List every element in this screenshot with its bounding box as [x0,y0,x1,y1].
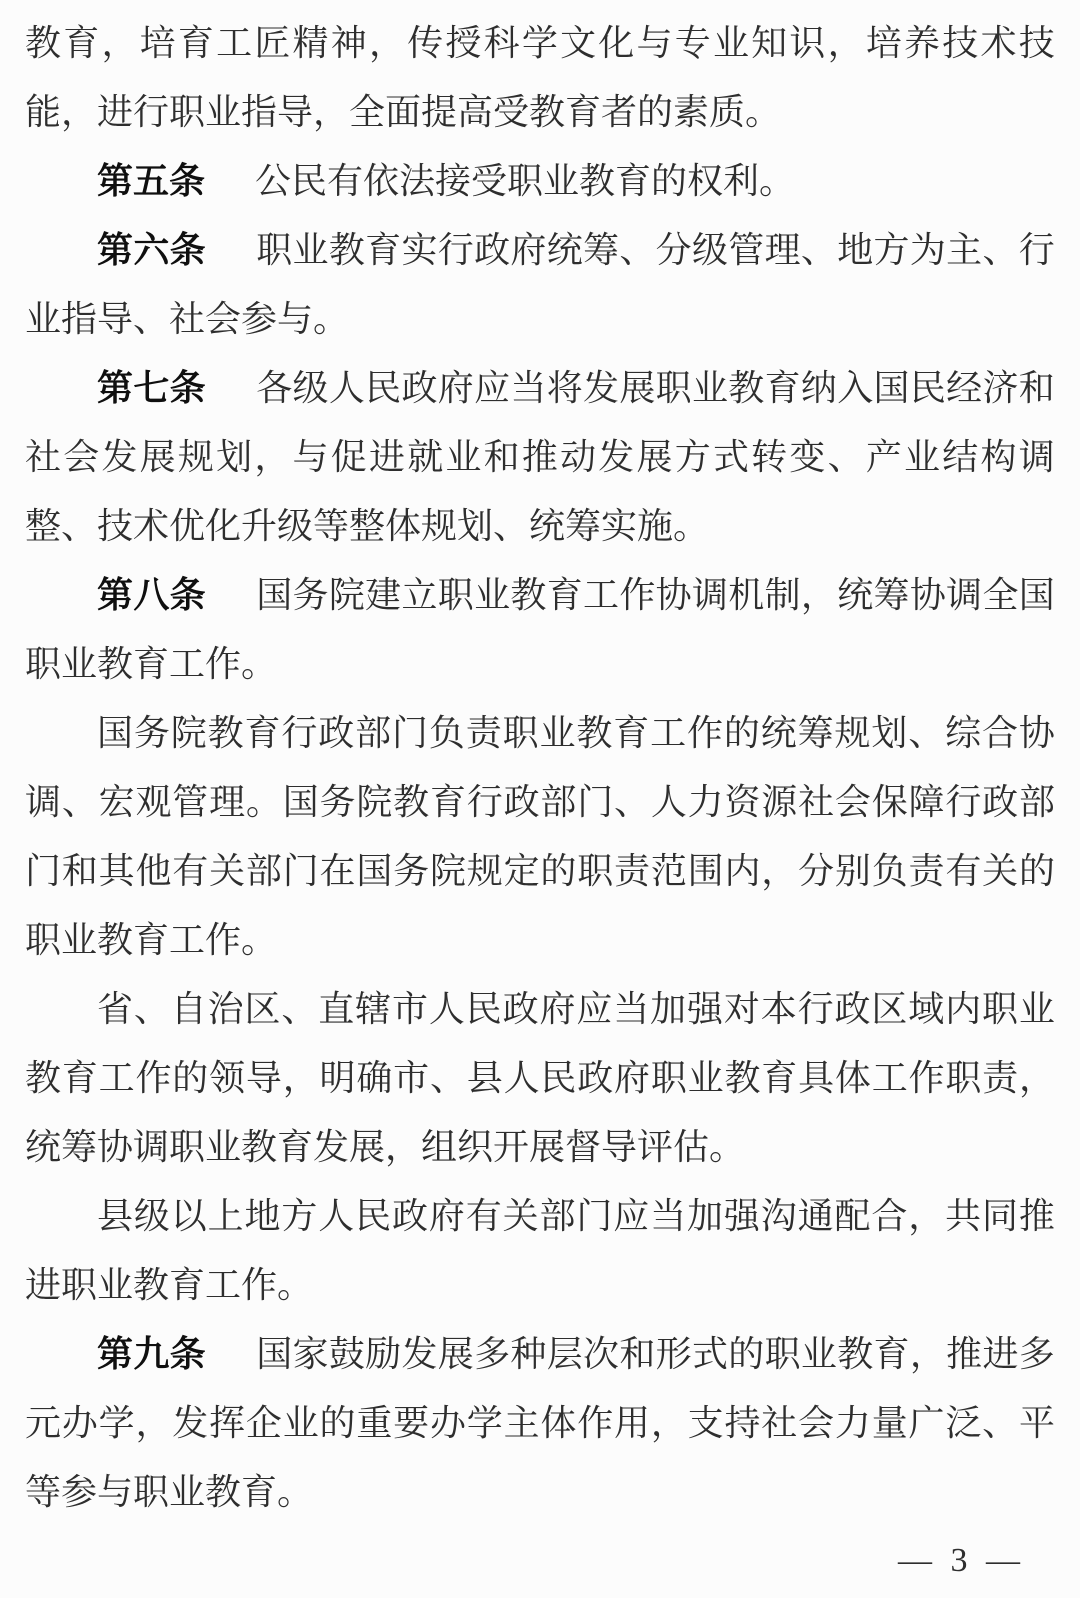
text-line [25,627,1055,696]
line-text: 能，进行职业指导，全面提高受教育者的素质。 [25,92,782,132]
article-number: 九 [133,1333,170,1374]
article-number: 条 [169,574,206,615]
line-text: 统筹协调职业教育发展，组织开展督导评估。 [25,1127,746,1167]
line-text: 职业教育工作。 [25,644,278,684]
text-line: 县 级 以 上 地 方 人 民 政 府 有 关 部 门 应 当 加 强 沟 通 配 合 ， 共 同 推 [97,1196,1055,1236]
page-number: — 3 — [898,1542,1025,1579]
article-number: 第 [97,574,134,615]
text-line: 元 办 学 ， 发 挥 企 业 的 重 要 办 学 主 体 作 用 ， 支 持 社 会 力 量 广 泛 、 平 [25,1403,1055,1443]
text-line: 教 育 ， 培 育 工 匠 精 神 ， 传 授 科 学 文 化 与 专 业 知 识 ， 培 养 技 术 技 [25,23,1055,63]
text-line [25,1455,1055,1524]
article-number: 第 [97,229,134,270]
text-line [25,75,1055,144]
article-line: 第 七 条 各 级 人 民 政 府 应 当 将 发 展 职 业 教 育 纳 入 国 民 经 济 和 [25,351,1055,420]
text-line [25,1248,1055,1317]
line-text: 业指导、社会参与。 [25,299,350,339]
text-line [25,489,1055,558]
article-number: 条 [169,229,206,270]
text-line: 省 、 自 治 区 、 直 辖 市 人 民 政 府 应 当 加 强 对 本 行 政 区 域 内 职 业 [97,989,1055,1029]
article-number: 六 [133,229,170,270]
article-number: 第 [97,1333,134,1374]
article-line [25,144,1055,213]
article-number: 七 [133,367,170,408]
text-line [25,1110,1055,1179]
text-line: 门 和 其 他 有 关 部 门 在 国 务 院 规 定 的 职 责 范 围 内 ， 分 别 负 责 有 关 的 [25,851,1055,891]
article-number: 第五条 [97,160,206,201]
article-number: 条 [169,367,206,408]
article-number: 八 [133,574,170,615]
text-line [25,903,1055,972]
article-line: 第 九 条 国 家 鼓 励 发 展 多 种 层 次 和 形 式 的 职 业 教 育 ， 推 进 多 [25,1317,1055,1386]
article-line: 第 八 条 国 务 院 建 立 职 业 教 育 工 作 协 调 机 制 ， 统 筹 协 调 全 国 [25,558,1055,627]
document-body [25,6,1055,1524]
article-number: 第 [97,367,134,408]
line-text: 整、技术优化升级等整体规划、统筹实施。 [25,506,710,546]
line-text: 职业教育工作。 [25,920,278,960]
text-line [25,282,1055,351]
line-text: 进职业教育工作。 [25,1265,314,1305]
article-line: 第 六 条 职 业 教 育 实 行 政 府 统 筹 、 分 级 管 理 、 地 方 为 主 、 行 [25,213,1055,282]
text-line: 国 务 院 教 育 行 政 部 门 负 责 职 业 教 育 工 作 的 统 筹 规 划 、 综 合 协 [97,713,1055,753]
line-text: 等参与职业教育。 [25,1472,314,1512]
text-line: 教 育 工 作 的 领 导 ， 明 确 市 、 县 人 民 政 府 职 业 教 育 具 体 工 作 职 责 ， [25,1058,1055,1098]
text-line: 调 、 宏 观 管 理 。 国 务 院 教 育 行 政 部 门 、 人 力 资 源 社 会 保 障 行 政 部 [25,782,1055,822]
line-text: 公民有依法接受职业教育的权利。 [255,161,796,201]
article-number: 条 [169,1333,206,1374]
text-line: 社 会 发 展 规 划 ， 与 促 进 就 业 和 推 动 发 展 方 式 转 变 、 产 业 结 构 调 [25,437,1055,477]
